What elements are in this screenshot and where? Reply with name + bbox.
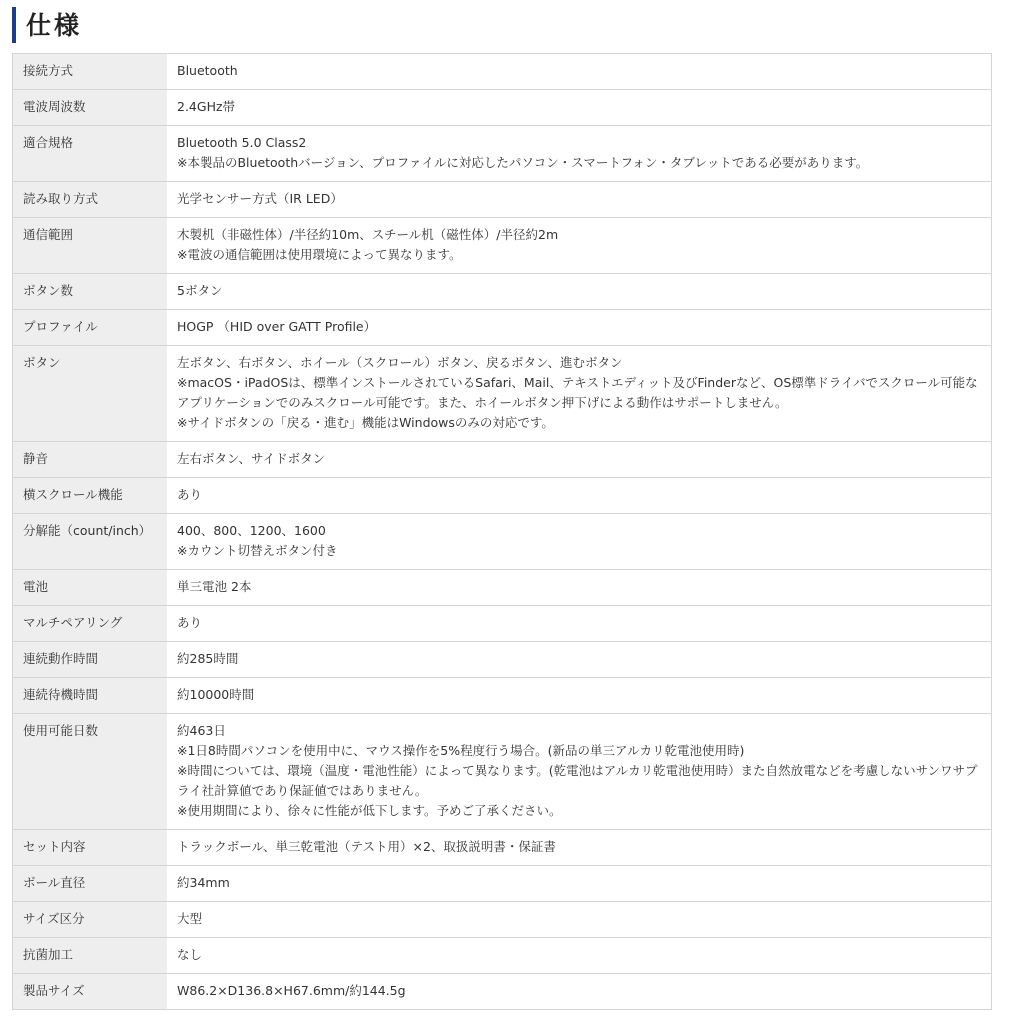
spec-value	[167, 938, 992, 974]
spec-row	[13, 678, 992, 714]
spec-value-line: 単三電池 2本	[177, 579, 252, 594]
spec-label: 分解能（count/inch）	[13, 514, 168, 570]
spec-label: プロファイル	[13, 310, 168, 346]
spec-row	[13, 714, 992, 830]
spec-row	[13, 606, 992, 642]
spec-label: 適合規格	[13, 126, 168, 182]
spec-value-line: 大型	[177, 911, 203, 926]
spec-value-line: 左右ボタン、サイドボタン	[177, 451, 326, 466]
spec-value-line: ※時間については、環境（温度・電池性能）によって異なります。(乾電池はアルカリ乾電池使用時）また自然放電などを考慮しないサンワサプライ社計算値であり保証値ではありません。	[177, 763, 978, 798]
spec-value-line: W86.2×D136.8×H67.6mm/約144.5g	[177, 983, 406, 998]
spec-row	[13, 346, 992, 442]
spec-label: 通信範囲	[13, 218, 168, 274]
spec-label: 製品サイズ	[13, 974, 168, 1010]
spec-value	[167, 126, 992, 182]
spec-value-line: HOGP （HID over GATT Profile）	[177, 319, 377, 334]
spec-value-line: トラックボール、単三乾電池（テスト用）×2、取扱説明書・保証書	[177, 839, 556, 854]
spec-value-line: 約34mm	[177, 875, 230, 890]
spec-value-line: 左ボタン、右ボタン、ホイール（スクロール）ボタン、戻るボタン、進むボタン	[177, 355, 623, 370]
spec-value-line: Bluetooth	[177, 63, 238, 78]
spec-value	[167, 902, 992, 938]
spec-row	[13, 218, 992, 274]
spec-value-line: ※macOS・iPadOSは、標準インストールされているSafari、Mail、テキストエディット及びFinderなど、OS標準ドライバでスクロール可能なアプリケーションでのみスクロール可能です。また、ホイールボタン押下げによる動作はサポートしません。	[177, 375, 978, 410]
spec-row	[13, 642, 992, 678]
spec-row	[13, 570, 992, 606]
spec-value-line: ※1日8時間パソコンを使用中に、マウス操作を5%程度行う場合。(新品の単三アルカリ乾電池使用時)	[177, 743, 745, 758]
spec-value	[167, 570, 992, 606]
spec-label: 電波周波数	[13, 90, 168, 126]
spec-value-line: ※サイドボタンの「戻る・進む」機能はWindowsのみの対応です。	[177, 415, 554, 430]
spec-value	[167, 182, 992, 218]
spec-label: 連続動作時間	[13, 642, 168, 678]
spec-label: ボール直径	[13, 866, 168, 902]
spec-label: 使用可能日数	[13, 714, 168, 830]
spec-value	[167, 514, 992, 570]
spec-value	[167, 310, 992, 346]
spec-row	[13, 54, 992, 90]
spec-row	[13, 866, 992, 902]
spec-value-line: なし	[177, 947, 203, 962]
spec-value-line: ※本製品のBluetoothバージョン、プロファイルに対応したパソコン・スマートフォン・タブレットである必要があります。	[177, 155, 869, 170]
spec-table-body	[13, 54, 992, 1010]
spec-value	[167, 714, 992, 830]
spec-value-line: 約463日	[177, 723, 226, 738]
spec-row	[13, 478, 992, 514]
spec-label: 静音	[13, 442, 168, 478]
page-title: 仕様	[26, 10, 83, 40]
spec-row	[13, 514, 992, 570]
spec-value-line: 2.4GHz帯	[177, 99, 236, 114]
spec-label: 連続待機時間	[13, 678, 168, 714]
spec-label: 読み取り方式	[13, 182, 168, 218]
spec-label: 横スクロール機能	[13, 478, 168, 514]
spec-label: 接続方式	[13, 54, 168, 90]
spec-value-line: 木製机（非磁性体）/半径約10m、スチール机（磁性体）/半径約2m	[177, 227, 559, 242]
spec-row	[13, 90, 992, 126]
spec-label: マルチペアリング	[13, 606, 168, 642]
spec-value	[167, 442, 992, 478]
spec-label: 抗菌加工	[13, 938, 168, 974]
spec-row	[13, 830, 992, 866]
spec-value-line: 400、800、1200、1600	[177, 523, 326, 538]
spec-label: 電池	[13, 570, 168, 606]
spec-value-line: 約285時間	[177, 651, 239, 666]
spec-value-line: 光学センサー方式（IR LED）	[177, 191, 343, 206]
spec-label: サイズ区分	[13, 902, 168, 938]
spec-value	[167, 830, 992, 866]
spec-value	[167, 346, 992, 442]
spec-value-line: Bluetooth 5.0 Class2	[177, 135, 307, 150]
spec-value-line: あり	[177, 487, 203, 502]
spec-row	[13, 274, 992, 310]
spec-value-line: ※電波の通信範囲は使用環境によって異なります。	[177, 247, 462, 262]
spec-value	[167, 642, 992, 678]
spec-value-line: 5ボタン	[177, 283, 223, 298]
spec-row	[13, 310, 992, 346]
spec-table	[12, 53, 992, 1010]
section-heading	[12, 7, 82, 43]
spec-value	[167, 866, 992, 902]
spec-value	[167, 606, 992, 642]
spec-value	[167, 274, 992, 310]
spec-value	[167, 478, 992, 514]
spec-row	[13, 974, 992, 1010]
spec-row	[13, 126, 992, 182]
spec-value	[167, 54, 992, 90]
spec-row	[13, 442, 992, 478]
spec-value	[167, 678, 992, 714]
spec-row	[13, 938, 992, 974]
spec-value-line: あり	[177, 615, 203, 630]
spec-value	[167, 974, 992, 1010]
spec-label: セット内容	[13, 830, 168, 866]
spec-value-line: ※カウント切替えボタン付き	[177, 543, 338, 558]
spec-label: ボタン	[13, 346, 168, 442]
spec-label: ボタン数	[13, 274, 168, 310]
spec-value-line: ※使用期間により、徐々に性能が低下します。予めご了承ください。	[177, 803, 562, 818]
spec-value	[167, 218, 992, 274]
spec-value-line: 約10000時間	[177, 687, 255, 702]
spec-value	[167, 90, 992, 126]
spec-row	[13, 182, 992, 218]
spec-row	[13, 902, 992, 938]
